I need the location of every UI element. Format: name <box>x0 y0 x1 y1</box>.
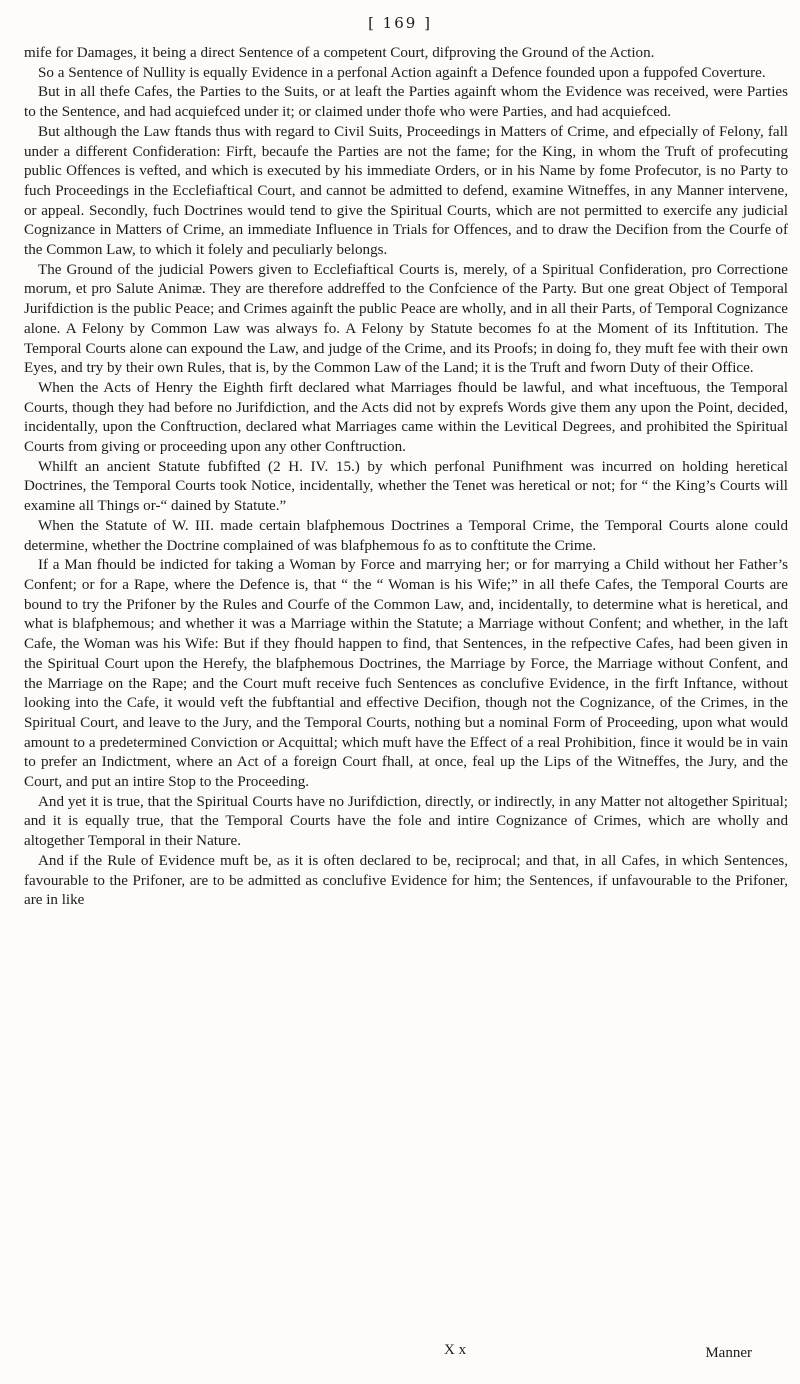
paragraph: But in all thefe Cafes, the Parties to the Suits, or at leaft the Parties againft whom the Evidence was received, were Parties to the Sentence, and had acquiefced under it; or claimed under thofe who were Parties, and had acquiefced. <box>24 84 788 121</box>
paragraph: Whilft an ancient Statute fubfifted (2 H. IV. 15.) by which perfonal Punifhment was incurred on holding heretical Doctrines, the Temporal Courts took Notice, incidentally, whether the Tenet was heretical or not; for “ the King’s Courts will examine all Things or-“ dained by Statute.” <box>24 458 788 515</box>
paragraph: The Ground of the judicial Powers given to Ecclefiaftical Courts is, merely, of a Spiritual Confideration, pro Correctione morum, et pro Salute Animæ. They are therefore addreffed to the Confcience of the Party. But one great Object of Temporal Jurifdiction is the public Peace; and Crimes againft the public Peace are wholly, and in all their Parts, of Temporal Cognizance alone. A Felony by Common Law was always fo. A Felony by Statute becomes fo at the Moment of its Inftitution. The Temporal Courts alone can expound the Law, and judge of the Crime, and its Proofs; in doing fo, they muft fee with their own Eyes, and try by their own Rules, that is, by the Common Law of the Land; it is the Truft and fworn Duty of their Office. <box>24 261 788 377</box>
page-number: [ 169 ] <box>368 14 432 32</box>
paragraph: And yet it is true, that the Spiritual Courts have no Jurifdiction, directly, or indirectly, in any Matter not altogether Spiritual; and it is equally true, that the Temporal Courts have the fole and intire Cognizance of Crimes, which are wholly and altogether Temporal in their Nature. <box>24 793 788 850</box>
paragraph: And if the Rule of Evidence muft be, as it is often declared to be, reciprocal; and that, in all Cafes, in which Sentences, favourable to the Prifoner, are to be admitted as conclufive Evidence for him; the Sentences, if unfavourable to the Prifoner, are in like <box>24 852 788 909</box>
paragraph: mife for Damages, it being a direct Sentence of a competent Court, difproving the Ground of the Action. <box>24 45 655 61</box>
signature-mark: X x <box>444 1342 467 1358</box>
catchword: Manner <box>705 1345 752 1361</box>
body-text <box>24 44 788 911</box>
paragraph: But although the Law ftands thus with regard to Civil Suits, Proceedings in Matters of Crime, and efpecially of Felony, fall under a different Confideration: Firft, becaufe the Parties are not the fame; for the King, in whom the Truft of profecuting public Offences is vefted, and which is executed by his immediate Orders, or in his Name by fome Profecutor, is no Party to fuch Proceedings in the Ecclefiaftical Court, and cannot be admitted to defend, examine Witneffes, in any Manner intervene, or appeal. Secondly, fuch Doctrines would tend to give the Spiritual Courts, which are not permitted to exercife any judicial Cognizance in Matters of Crime, an immediate Influence in Trials for Offences, and to draw the Decifion from the Courfe of the Common Law, to which it folely and peculiarly belongs. <box>24 123 788 259</box>
paragraph: When the Statute of W. III. made certain blafphemous Doctrines a Temporal Crime, the Temporal Courts alone could determine, whether the Doctrine complained of was blafphemous fo as to conftitute the Crime. <box>24 517 788 554</box>
paragraph: So a Sentence of Nullity is equally Evidence in a perfonal Action againft a Defence founded upon a fuppofed Coverture. <box>38 64 766 81</box>
paragraph: If a Man fhould be indicted for taking a Woman by Force and marrying her; or for marrying a Child without her Father’s Confent; or for a Rape, where the Defence is, that “ the “ Woman is his Wife;” in all thefe Cafes, the Temporal Courts are bound to try the Prifoner by the Rules and Courfe of the Common Law, and, incidentally, to determine what is heretical, and what is blafphemous; and whether it was a Marriage within the Statute; a Marriage without Confent; and whether, in the laft Cafe, the Woman was his Wife: But if they fhould happen to find, that Sentences, in the refpective Cafes, had been given in the Spiritual Court upon the Herefy, the blafphemous Doctrines, the Marriage by Force, the Marriage without Confent, and the Marriage on the Rape; and the Court muft receive fuch Sentences as conclufive Evidence, in the firft Inftance, without looking into the Cafe, it would veft the fubftantial and effective Decifion, though not the Cognizance, of the Crimes, in the Spiritual Court, and leave to the Jury, and the Temporal Courts, nothing but a nominal Form of Proceeding, upon what would amount to a predetermined Conviction or Acquittal; which muft have the Effect of a real Prohibition, fince it would be in vain to prefer an Indictment, where an Act of a foreign Court fhall, at once, feal up the Lips of the Witneffes, the Jury, and the Court, and put an intire Stop to the Proceeding. <box>24 557 788 791</box>
paragraph: When the Acts of Henry the Eighth firft declared what Marriages fhould be lawful, and what inceftuous, the Temporal Courts, though they had before no Jurifdiction, and the Acts did not by exprefs Words give them any upon the Point, decided, incidentally, upon the Conftruction, declared what Marriages came within the Levitical Degrees, and prohibited the Spiritual Courts from giving or proceeding upon any other Conftruction. <box>24 379 788 456</box>
